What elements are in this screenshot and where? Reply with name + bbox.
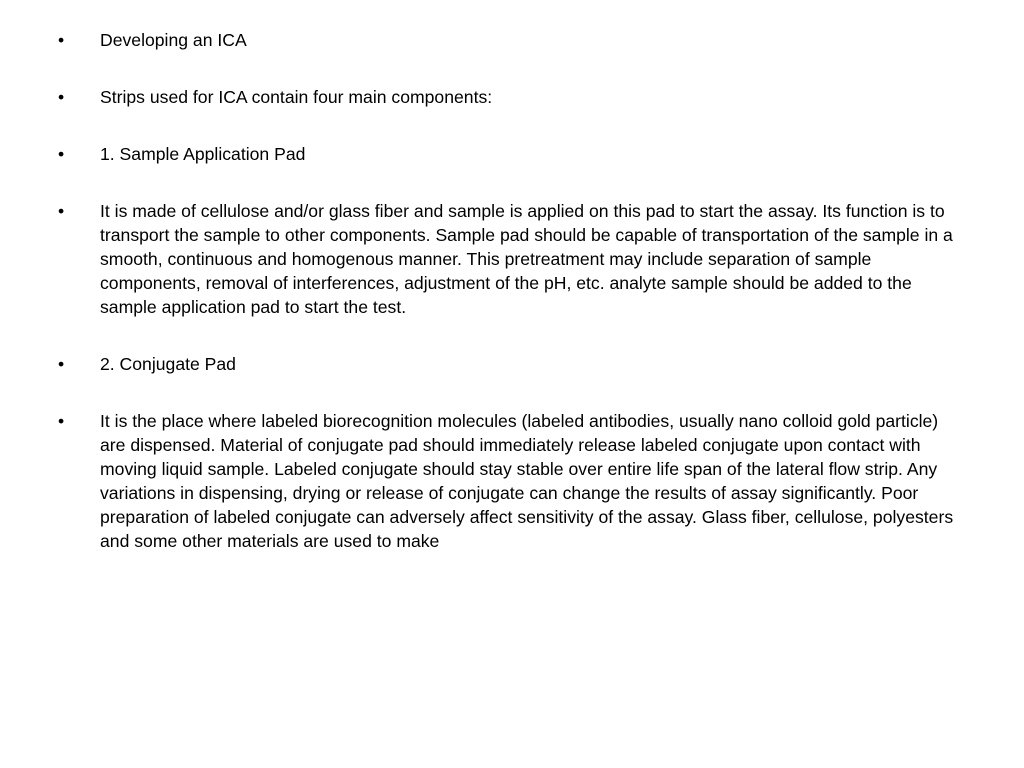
bullet-icon: • — [58, 411, 65, 431]
bullet-item — [58, 142, 968, 166]
bullet-text-developing-ica: Developing an ICA — [100, 30, 247, 50]
bullet-text-sample-pad-description: It is made of cellulose and/or glass fiber and sample is applied on this pad to start the assay. Its function is to transport the sample to other components. Sample pad should be capable of transportation of the sample in a smooth, continuous and homogenous manner. This pretreatment may include separation of sample components, removal of interferences, adjustment of the pH, etc. analyte sample should be added to the sample application pad to start the test. — [100, 201, 953, 317]
bullet-item — [58, 28, 968, 52]
bullet-item — [58, 409, 968, 553]
bullet-item — [58, 85, 968, 109]
bullet-item — [58, 352, 968, 376]
bullet-icon: • — [58, 87, 65, 107]
bullet-icon: • — [58, 354, 65, 374]
bullet-icon: • — [58, 201, 65, 221]
bullet-text-strip-components: Strips used for ICA contain four main components: — [100, 87, 493, 107]
bullet-icon: • — [58, 30, 65, 50]
bullet-list — [58, 28, 968, 586]
bullet-icon: • — [58, 144, 65, 164]
bullet-item — [58, 199, 968, 319]
bullet-text-conjugate-pad-description: It is the place where labeled biorecognition molecules (labeled antibodies, usually nano colloid gold particle) are dispensed. Material of conjugate pad should immediately release labeled conjugate upon contact with moving liquid sample. Labeled conjugate should stay stable over entire life span of the lateral flow strip. Any variations in dispensing, drying or release of conjugate can change the results of assay significantly. Poor preparation of labeled conjugate can adversely affect sensitivity of the assay. Glass fiber, cellulose, polyesters and some other materials are used to make — [100, 411, 954, 551]
bullet-text-conjugate-pad-heading: 2. Conjugate Pad — [100, 354, 236, 374]
bullet-text-sample-pad-heading: 1. Sample Application Pad — [100, 144, 306, 164]
